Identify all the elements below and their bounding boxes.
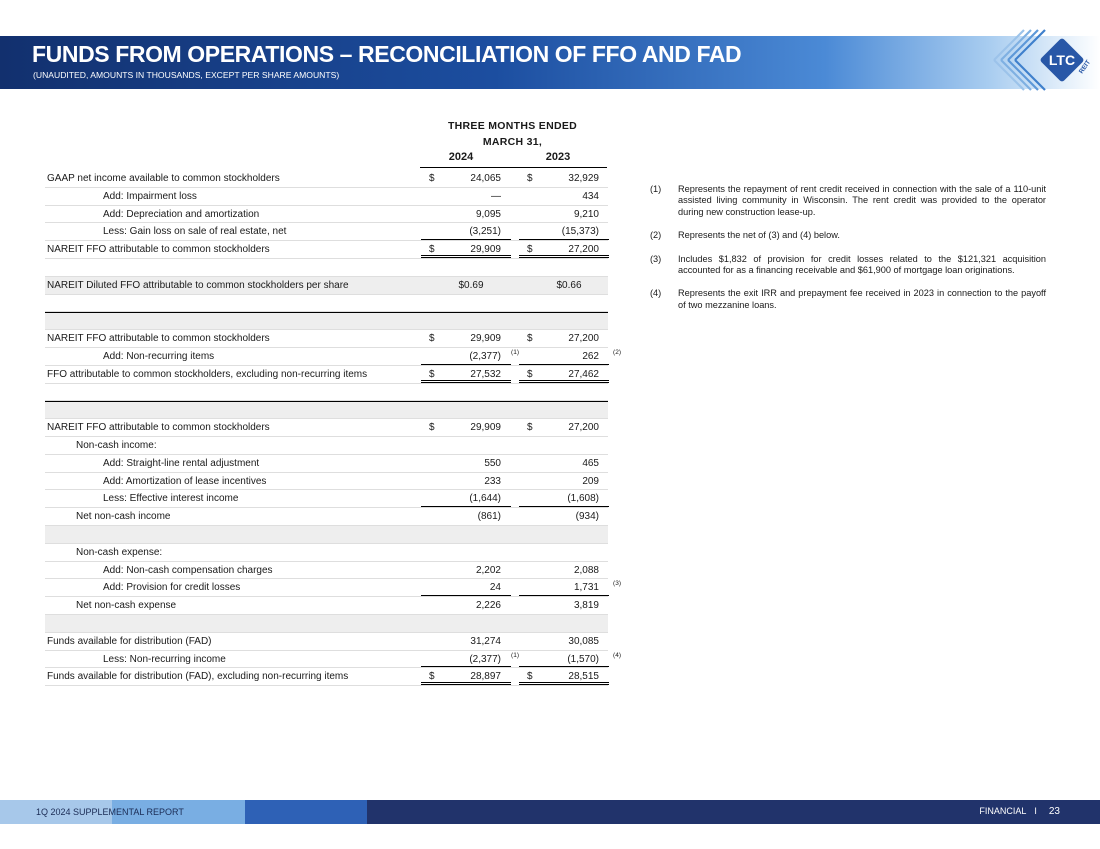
- table-row: [45, 206, 608, 224]
- footnote-item: [650, 184, 1046, 218]
- table-row: [45, 579, 621, 597]
- table-row: [45, 188, 608, 206]
- value-2023-cell: [519, 188, 609, 205]
- table-row: [45, 259, 608, 277]
- value-2024-cell: [421, 366, 511, 383]
- value-2024-cell: [421, 437, 511, 454]
- footnote-reference: (4): [613, 651, 621, 659]
- currency-symbol: $: [429, 173, 435, 184]
- footer-section: [979, 806, 1060, 817]
- row-label: Funds available for distribution (FAD), excluding non-recurring items: [47, 671, 349, 683]
- value-2023-cell: [519, 313, 609, 329]
- row-label: Add: Impairment loss: [103, 190, 197, 202]
- value-2024-cell: [421, 615, 511, 632]
- value-2023-cell: [519, 206, 609, 223]
- header-band: [0, 36, 1100, 89]
- value-2024-cell: [421, 384, 511, 401]
- value-2024-cell: [421, 455, 511, 472]
- value-2024-cell: [421, 330, 511, 347]
- value-2023-cell: [519, 437, 609, 454]
- logo-text: LTC: [1048, 52, 1076, 68]
- value-2023-cell: [519, 526, 609, 543]
- table-row: [45, 348, 621, 366]
- currency-symbol: $: [429, 671, 435, 683]
- amount: 27,200: [568, 244, 599, 256]
- value-2024-cell: [421, 295, 511, 312]
- value-2024-cell: [421, 508, 511, 525]
- table-row: [45, 241, 608, 259]
- value-2024-cell: [421, 633, 511, 650]
- amount: 262: [582, 350, 599, 362]
- value-2023-cell: [519, 615, 609, 632]
- currency-symbol: $: [429, 244, 435, 256]
- table-row: [45, 437, 608, 455]
- amount: 209: [582, 475, 599, 487]
- table-row: [45, 597, 608, 615]
- value-2024-cell: [421, 579, 511, 596]
- currency-symbol: $: [527, 368, 533, 380]
- footnote-item: [650, 288, 1046, 311]
- footnote-number: (4): [650, 288, 662, 299]
- table-row: [45, 633, 608, 651]
- page-subtitle: (UNAUDITED, AMOUNTS IN THOUSANDS, EXCEPT PER SHARE AMOUNTS): [33, 70, 340, 80]
- amount: (15,373): [561, 226, 599, 238]
- value-2023-cell: [519, 366, 609, 383]
- footnote-text: Includes $1,832 of provision for credit losses related to the $121,321 acquisition accounted for as a financing receivable and $61,900 of mortgage loan originations.: [678, 253, 1046, 276]
- footer-segment-blue: [245, 800, 367, 824]
- value-2024-cell: [421, 526, 511, 543]
- footnote-number: (3): [650, 253, 662, 264]
- footnote-text: Represents the repayment of rent credit received in connection with the sale of a 110-unit assisted living community in Wisconsin. The rent credit was provided to the operator during new construction lease-up.: [678, 184, 1046, 217]
- row-label: NAREIT FFO attributable to common stockholders: [47, 244, 270, 256]
- amount: 29,909: [470, 333, 501, 345]
- amount: (3,251): [469, 226, 501, 238]
- currency-symbol: $: [527, 244, 533, 256]
- header-rule: [420, 167, 607, 168]
- row-label: Add: Depreciation and amortization: [103, 208, 260, 220]
- value-2024-cell: [421, 259, 511, 276]
- amount: (1,644): [469, 493, 501, 505]
- table-row: [45, 223, 608, 241]
- amount: 465: [582, 457, 599, 469]
- amount: $0.66: [556, 279, 582, 291]
- row-label: Add: Provision for credit losses: [103, 582, 241, 594]
- amount: —: [491, 190, 501, 202]
- amount: 30,085: [568, 635, 599, 647]
- amount: 550: [484, 457, 501, 469]
- footnote-text: Represents the exit IRR and prepayment fee received in 2023 in connection to the payoff of two mezzanine loans.: [678, 288, 1046, 310]
- currency-symbol: $: [429, 333, 435, 345]
- value-2023-cell: [519, 455, 609, 472]
- year-2024-heading: 2024: [448, 151, 474, 163]
- row-label: GAAP net income available to common stockholders: [47, 173, 280, 184]
- table-row: [45, 668, 608, 686]
- footnote-number: (1): [650, 184, 662, 194]
- value-2024-cell: [421, 473, 511, 490]
- footnote-reference: (1): [511, 651, 519, 659]
- footnote-item: [650, 230, 1046, 241]
- row-label: Add: Straight-line rental adjustment: [103, 457, 260, 469]
- amount: 434: [582, 190, 599, 202]
- year-2023-heading: 2023: [545, 151, 571, 163]
- amount: 9,210: [573, 208, 599, 220]
- value-2023-cell: [519, 384, 609, 401]
- currency-symbol: $: [527, 671, 533, 683]
- footnote-item: [650, 254, 1046, 277]
- amount: 2,088: [573, 564, 599, 576]
- value-2023-cell: [519, 597, 609, 614]
- value-2023-cell: [519, 562, 609, 579]
- table-row: [45, 366, 608, 384]
- row-label: Add: Non-recurring items: [103, 350, 215, 362]
- footnote-reference: (2): [613, 348, 621, 356]
- amount: 24: [489, 582, 501, 594]
- value-2024-cell: [421, 241, 511, 258]
- amount: 27,462: [568, 368, 599, 380]
- value-2023-cell: [519, 419, 609, 436]
- row-label: Less: Gain loss on sale of real estate, net: [103, 226, 287, 238]
- page-title: FUNDS FROM OPERATIONS – RECONCILIATION OF FFO AND FAD: [32, 41, 742, 67]
- amount: 24,065: [470, 173, 501, 184]
- table-row: [45, 544, 608, 562]
- amount: 29,909: [470, 422, 501, 434]
- row-label: Less: Non-recurring income: [103, 653, 226, 665]
- table-row: [45, 277, 608, 295]
- value-2023-cell: [519, 348, 621, 365]
- footnotes: [650, 184, 1046, 323]
- table-row: [45, 330, 608, 348]
- value-2023-cell: [519, 668, 609, 685]
- value-2024-cell: [421, 562, 511, 579]
- footer-bar: [0, 800, 1100, 824]
- value-2023-cell: [519, 330, 609, 347]
- amount: 27,200: [568, 422, 599, 434]
- reconciliation-table: [45, 170, 621, 686]
- section-name: FINANCIAL: [979, 806, 1027, 816]
- row-label: NAREIT Diluted FFO attributable to common stockholders per share: [47, 279, 349, 291]
- value-2024-cell: [421, 402, 511, 418]
- value-2024-cell: [421, 597, 511, 614]
- amount: 27,532: [470, 368, 501, 380]
- currency-symbol: $: [429, 422, 435, 434]
- table-row: [45, 455, 608, 473]
- table-row: [45, 401, 608, 419]
- footnote-text: Represents the net of (3) and (4) below.: [678, 230, 840, 241]
- value-2023-cell: [519, 473, 609, 490]
- row-label: Less: Effective interest income: [103, 493, 239, 505]
- table-row: [45, 490, 608, 508]
- amount: (861): [477, 511, 501, 523]
- row-label: Non-cash income:: [76, 439, 157, 451]
- value-2024-cell: [421, 348, 519, 365]
- table-row: [45, 526, 608, 544]
- amount: $0.69: [458, 279, 484, 291]
- value-2024-cell: [421, 419, 511, 436]
- currency-symbol: $: [527, 333, 533, 345]
- table-row: [45, 384, 608, 402]
- row-label: Net non-cash income: [76, 511, 171, 523]
- amount: 32,929: [568, 173, 599, 184]
- footnote-number: (2): [650, 230, 662, 241]
- footer-separator: I: [1034, 806, 1037, 816]
- table-row: [45, 312, 608, 330]
- value-2023-cell: [519, 633, 609, 650]
- table-row: [45, 295, 608, 313]
- value-2024-cell: [421, 170, 511, 187]
- footnote-reference: (3): [613, 580, 621, 588]
- value-2023-cell: [519, 170, 609, 187]
- amount: 29,909: [470, 244, 501, 256]
- logo-subtext: REIT: [1077, 58, 1092, 76]
- row-label: Non-cash expense:: [76, 546, 163, 558]
- amount: 28,515: [568, 671, 599, 683]
- amount: 31,274: [470, 635, 501, 647]
- value-2023-cell: [519, 651, 621, 668]
- currency-symbol: $: [429, 368, 435, 380]
- table-row: [45, 562, 608, 580]
- table-row: [45, 419, 608, 437]
- value-2024-cell: [421, 313, 511, 329]
- page-number: 23: [1048, 806, 1060, 817]
- row-label: NAREIT FFO attributable to common stockholders: [47, 422, 270, 434]
- value-2024-cell: [421, 206, 511, 223]
- value-2023-cell: [519, 277, 609, 294]
- value-2024-cell: [421, 490, 511, 507]
- value-2024-cell: [421, 277, 511, 294]
- table-row: [45, 615, 608, 633]
- table-row: [45, 170, 608, 188]
- value-2023-cell: [519, 508, 609, 525]
- value-2023-cell: [519, 402, 609, 418]
- report-name: 1Q 2024 SUPPLEMENTAL REPORT: [36, 807, 184, 817]
- footnote-reference: (1): [511, 348, 519, 356]
- amount: 27,200: [568, 333, 599, 345]
- row-label: Add: Amortization of lease incentives: [103, 475, 267, 487]
- value-2023-cell: [519, 241, 609, 258]
- value-2023-cell: [519, 544, 609, 561]
- amount: (1,570): [567, 653, 599, 665]
- period-heading-line1: THREE MONTHS ENDED: [447, 120, 578, 132]
- amount: 233: [484, 475, 501, 487]
- table-row: [45, 508, 608, 526]
- value-2024-cell: [421, 223, 511, 240]
- value-2024-cell: [421, 188, 511, 205]
- ltc-reit-logo-icon: [988, 22, 1092, 96]
- currency-symbol: $: [527, 422, 533, 434]
- value-2023-cell: [519, 259, 609, 276]
- value-2023-cell: [519, 579, 621, 596]
- value-2023-cell: [519, 223, 609, 240]
- amount: (2,377): [469, 653, 501, 665]
- amount: (2,377): [469, 350, 501, 362]
- amount: 2,202: [475, 564, 501, 576]
- row-label: FFO attributable to common stockholders, excluding non-recurring items: [47, 368, 368, 380]
- amount: 9,095: [475, 208, 501, 220]
- value-2024-cell: [421, 544, 511, 561]
- amount: 3,819: [573, 600, 599, 612]
- value-2023-cell: [519, 490, 609, 507]
- value-2024-cell: [421, 651, 519, 668]
- table-row: [45, 473, 608, 491]
- row-label: NAREIT FFO attributable to common stockholders: [47, 333, 270, 345]
- row-label: Add: Non-cash compensation charges: [103, 564, 273, 576]
- value-2023-cell: [519, 295, 609, 312]
- row-label: Net non-cash expense: [76, 600, 177, 612]
- period-heading-line2: MARCH 31,: [482, 136, 543, 148]
- amount: (1,608): [567, 493, 599, 505]
- currency-symbol: $: [527, 173, 533, 184]
- table-row: [45, 651, 621, 669]
- row-label: Funds available for distribution (FAD): [47, 635, 212, 647]
- value-2024-cell: [421, 668, 511, 685]
- amount: 28,897: [470, 671, 501, 683]
- amount: 1,731: [573, 582, 599, 594]
- amount: (934): [575, 511, 599, 523]
- amount: 2,226: [475, 600, 501, 612]
